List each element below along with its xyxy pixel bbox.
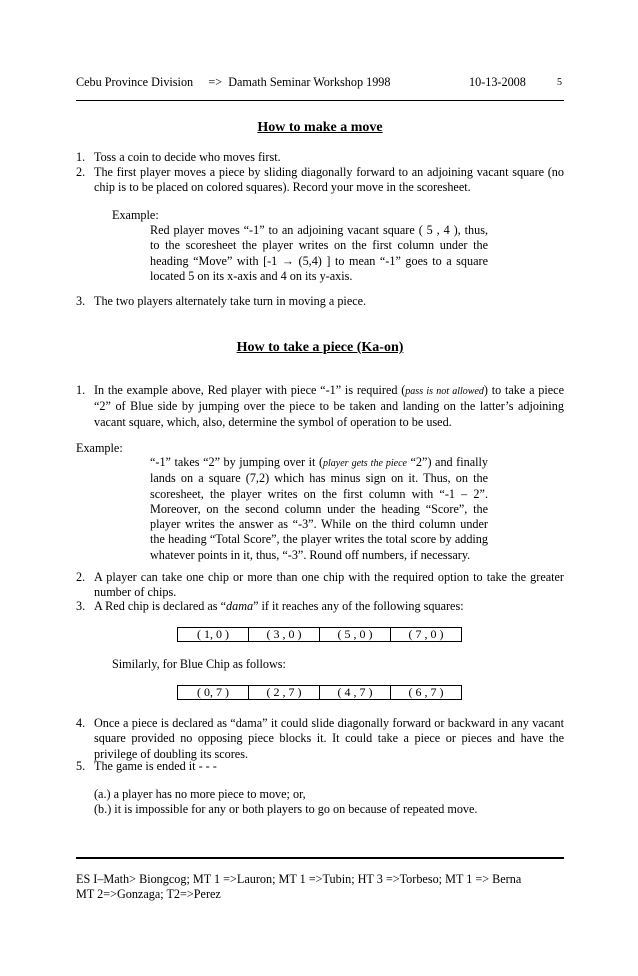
list-item (76, 150, 564, 165)
list-text: The first player moves a piece by sliding diagonally forward to an adjoining vacant square (no chip is to be placed on colored squares). Record your move in the scoresheet. (94, 165, 564, 195)
footer-credits (76, 872, 564, 903)
list-item (76, 383, 564, 430)
header-rule (76, 100, 564, 101)
text-segment: “-1” takes “2” by jumping over it ( (150, 455, 324, 469)
section-title-make-move: How to make a move (257, 120, 383, 135)
square-cell: ( 3 , 0 ) (249, 628, 320, 642)
list-number: 1. (76, 383, 86, 397)
square-cell: ( 0, 7 ) (178, 686, 249, 700)
list-item (76, 294, 564, 309)
similarly-text: Similarly, for Blue Chip as follows: (112, 657, 286, 671)
italic-note: pass is not allowed (405, 386, 484, 397)
list-text (94, 383, 564, 430)
list-text: Toss a coin to decide who moves first. (94, 150, 281, 164)
end-condition-b: (b.) it is impossible for any or both players to go on because of repeated move. (94, 802, 478, 816)
example-label: Example: (76, 441, 123, 455)
footer-line: MT 2=>Gonzaga; T2=>Perez (76, 887, 221, 902)
list-number: 1. (76, 150, 86, 164)
text-segment: A Red chip is declared as “ (94, 599, 226, 613)
page-number: 5 (557, 77, 562, 88)
list-number: 5. (76, 759, 86, 773)
list-number: 2. (76, 165, 86, 179)
example-text: Red player moves “-1” to an adjoining vacant square ( 5 , 4 ), thus, to the scoresheet the player writes on the first column under the heading “Move” with [-1 → (5,4) ] to mean “-1” goes to a square located 5 on its x-axis and 4 on its y-axis. (150, 223, 488, 283)
italic-note: player gets the piece (323, 458, 407, 469)
text-segment: “2”) and finally lands on a square (7,2) which has minus sign on it. Thus, on the scoresheet, the player writes on the first column with “-1 – 2”. Moreover, on the second column under the heading “Score”, the player writes the answer as “-3”. While on the third column under the heading “Total Score”, the player writes the total score by adding whatever points in it, thus, “-3”. Round off numbers, if necessary. (150, 455, 488, 562)
text-segment: In the example above, Red player with piece “-1” is required ( (94, 383, 406, 397)
list-item (76, 716, 564, 762)
footer-rule (76, 857, 564, 859)
list-number: 2. (76, 570, 86, 584)
text-segment: ” if it reaches any of the following squares: (253, 599, 464, 613)
list-number: 3. (76, 294, 86, 308)
list-number: 3. (76, 599, 86, 613)
list-text (94, 599, 564, 614)
square-cell: ( 5 , 0 ) (320, 628, 391, 642)
list-item (76, 570, 564, 601)
header-date: 10-13-2008 (469, 75, 526, 89)
list-item (76, 759, 564, 774)
square-cell: ( 4 , 7 ) (320, 686, 391, 700)
list-text: Once a piece is declared as “dama” it could slide diagonally forward or backward in any vacant square provided no opposing piece blocks it. It could take a piece or pieces and have the privilege of doubling its scores. (94, 716, 564, 761)
header-title: Cebu Province Division => Damath Seminar Workshop 1998 (76, 75, 391, 89)
text-segment: ) to take a piece “2” of Blue side by jumping over the piece to be taken and landing on the latter’s adjoining vacant square, which, also, determine the symbol of operation to be used. (94, 383, 564, 429)
list-text: A player can take one chip or more than one chip with the required option to take the greater number of chips. (94, 570, 564, 600)
end-condition-a: (a.) a player has no more piece to move; or, (94, 787, 306, 801)
list-text: The two players alternately take turn in moving a piece. (94, 294, 367, 308)
list-item (76, 599, 564, 614)
list-item (76, 165, 564, 196)
red-dama-squares-table (177, 627, 462, 642)
blue-dama-squares-table (177, 685, 462, 700)
example-text (150, 455, 488, 563)
section-title-take-piece: How to take a piece (Ka-on) (236, 340, 404, 355)
square-cell: ( 1, 0 ) (178, 628, 249, 642)
square-cell: ( 6 , 7 ) (391, 686, 462, 700)
list-number: 4. (76, 716, 86, 730)
square-cell: ( 2 , 7 ) (249, 686, 320, 700)
list-text: The game is ended it - - - (94, 759, 217, 773)
example-label: Example: (112, 208, 159, 222)
italic-word: dama (226, 599, 254, 613)
footer-line: ES I–Math> Biongcog; MT 1 =>Lauron; MT 1 =>Tubin; HT 3 =>Torbeso; MT 1 => Berna (76, 872, 522, 886)
square-cell: ( 7 , 0 ) (391, 628, 462, 642)
